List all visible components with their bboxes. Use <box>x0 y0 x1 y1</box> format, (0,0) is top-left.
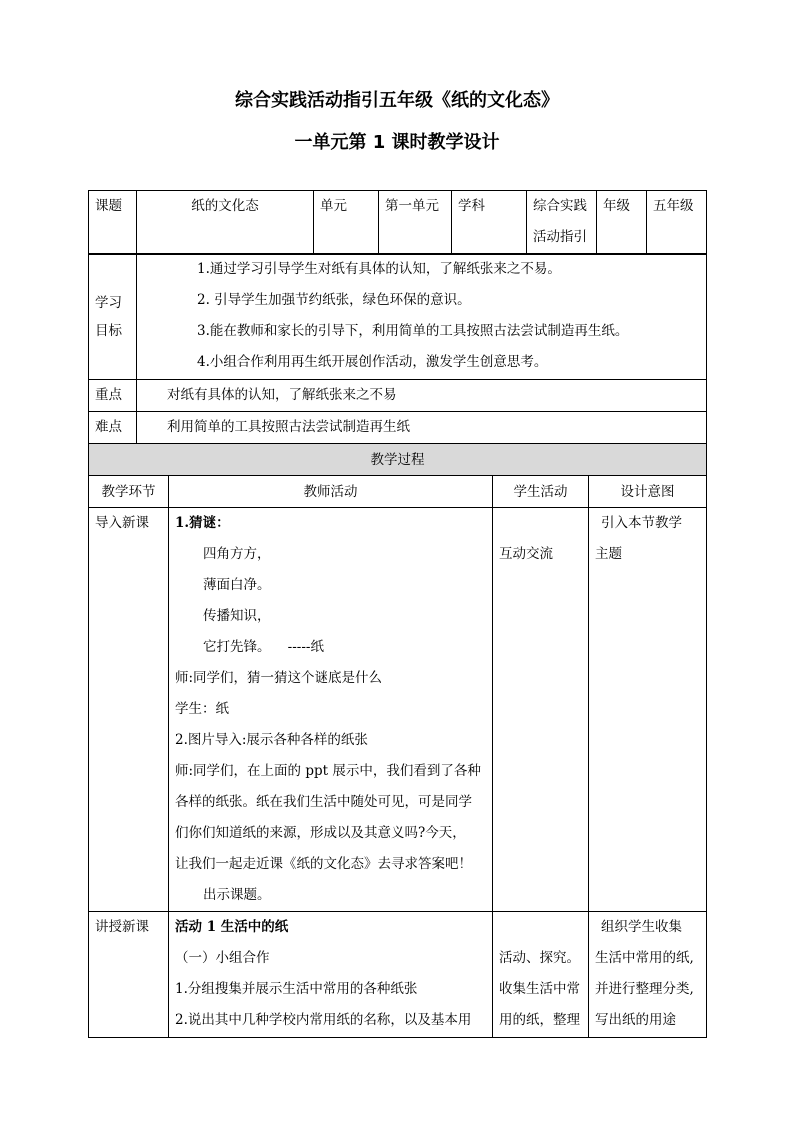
lesson-plan-table <box>88 253 707 1038</box>
subject-label: 学科 <box>452 191 527 255</box>
column-header-intent: 设计意图 <box>589 476 707 508</box>
subject-value-line: 活动指引 <box>533 229 587 245</box>
intent-line: 引入本节教学 <box>601 515 682 531</box>
stage-row-intro <box>89 508 707 912</box>
process-header: 教学过程 <box>89 444 707 476</box>
teacher-line: 它打先锋。 -----纸 <box>203 639 324 655</box>
key-point-row <box>89 380 707 412</box>
intent-line: 生活中常用的纸, <box>595 950 694 966</box>
goals-list <box>137 254 707 380</box>
unit-value: 第一单元 <box>379 191 452 255</box>
key-point-text: 对纸有具体的认知，了解纸张来之不易 <box>137 380 707 412</box>
column-header-row <box>89 476 707 508</box>
teacher-activity <box>169 508 493 912</box>
subject-value <box>527 191 597 255</box>
grade-value: 五年级 <box>647 191 707 255</box>
student-line: 用的纸，整理 <box>499 1012 580 1028</box>
unit-label: 单元 <box>314 191 379 255</box>
design-intent <box>589 508 707 912</box>
stage-name: 讲授新课 <box>89 912 169 1038</box>
goal-item: 1.通过学习引导学生对纸有具体的认知，了解纸张来之不易。 <box>197 261 561 277</box>
teacher-line: 1.猜谜： <box>175 515 230 531</box>
goals-label <box>89 254 137 380</box>
teacher-line: 们你们知道纸的来源，形成以及其意义吗?今天， <box>175 825 466 841</box>
topic-label: 课题 <box>89 191 137 255</box>
student-activity <box>493 912 589 1038</box>
info-row <box>89 191 707 255</box>
document-title: 综合实践活动指引五年级《纸的文化态》 <box>235 90 559 111</box>
teacher-line: 1.分组搜集并展示生活中常用的各种纸张 <box>175 981 418 997</box>
goals-label-line: 学习 <box>95 294 122 311</box>
difficulty-text: 利用简单的工具按照古法尝试制造再生纸 <box>137 412 707 444</box>
teacher-line: 让我们一起走近课《纸的文化态》去寻求答案吧！ <box>175 856 472 872</box>
teacher-line: 学生：纸 <box>175 701 229 717</box>
teacher-line: 出示课题。 <box>203 887 271 903</box>
document-subtitle: 一单元第 1 课时教学设计 <box>294 132 500 153</box>
topic-value: 纸的文化态 <box>137 191 314 255</box>
key-point-label: 重点 <box>89 380 137 412</box>
intent-line: 并进行整理分类, <box>595 981 694 997</box>
difficulty-row <box>89 412 707 444</box>
teacher-line: 2.图片导入:展示各种各样的纸张 <box>175 732 368 748</box>
teacher-line: （一）小组合作 <box>175 950 270 966</box>
teacher-line: 师:同学们，猜一猜这个谜底是什么 <box>175 670 383 686</box>
goal-item: 3.能在教师和家长的引导下，利用简单的工具按照古法尝试制造再生纸。 <box>197 323 629 339</box>
student-line: 收集生活中常 <box>499 981 580 997</box>
teacher-line: 师:同学们，在上面的 ppt 展示中，我们看到了各种 <box>175 763 481 779</box>
goals-label-line: 目标 <box>95 322 122 339</box>
teacher-line: 活动 1 生活中的纸 <box>175 919 289 935</box>
column-header-teacher: 教师活动 <box>169 476 493 508</box>
teacher-line: 传播知识， <box>203 608 271 624</box>
student-line: 互动交流 <box>499 546 553 562</box>
student-activity <box>493 508 589 912</box>
goals-row <box>89 254 707 380</box>
goal-item: 2. 引导学生加强节约纸张，绿色环保的意识。 <box>197 292 471 308</box>
column-header-student: 学生活动 <box>493 476 589 508</box>
column-header-stage: 教学环节 <box>89 476 169 508</box>
intent-line: 组织学生收集 <box>601 919 682 935</box>
intent-line: 主题 <box>595 546 622 562</box>
goal-item: 4.小组合作利用再生纸开展创作活动，激发学生创意思考。 <box>197 354 548 370</box>
subject-value-line: 综合实践 <box>533 198 587 214</box>
design-intent <box>589 912 707 1038</box>
student-line: 活动、探究。 <box>499 950 580 966</box>
intent-line: 写出纸的用途 <box>595 1012 676 1028</box>
grade-label: 年级 <box>597 191 647 255</box>
stage-name: 导入新课 <box>89 508 169 912</box>
teacher-line: 四角方方， <box>203 546 271 562</box>
teacher-line: 各样的纸张。纸在我们生活中随处可见，可是同学 <box>175 794 472 810</box>
difficulty-label: 难点 <box>89 412 137 444</box>
process-header-row <box>89 444 707 476</box>
teacher-activity <box>169 912 493 1038</box>
teacher-line: 薄面白净。 <box>203 577 271 593</box>
teacher-line: 2.说出其中几种学校内常用纸的名称，以及基本用 <box>175 1012 472 1028</box>
stage-row-new-lesson <box>89 912 707 1038</box>
lesson-info-table <box>88 190 707 255</box>
